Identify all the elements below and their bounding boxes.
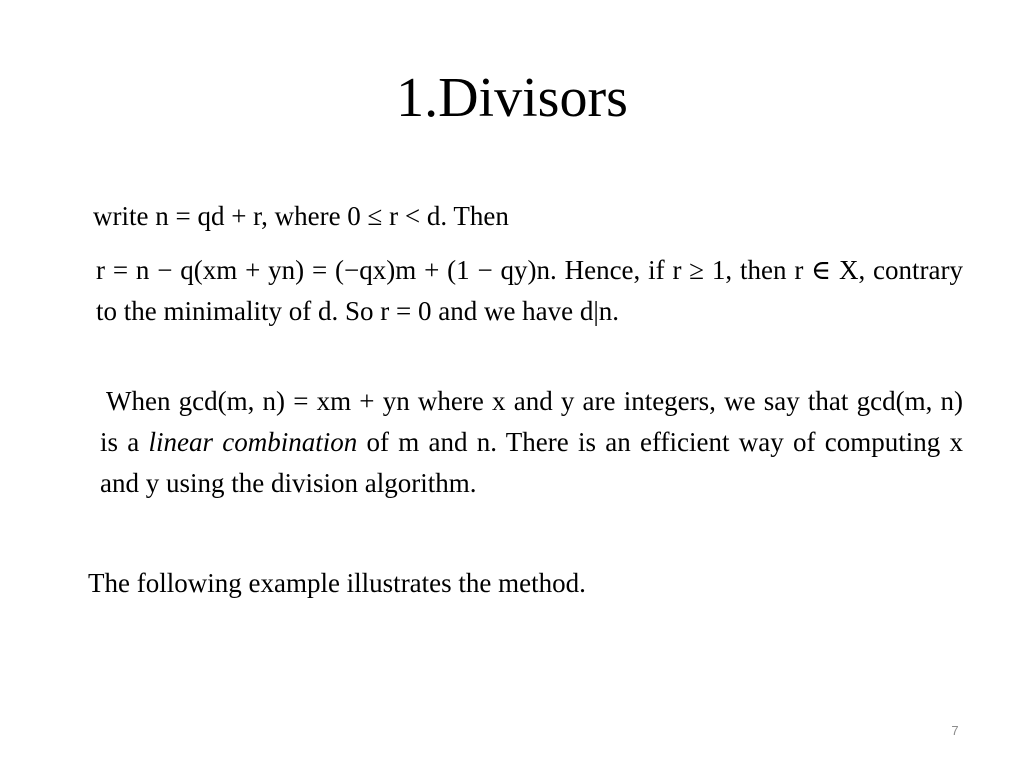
slide-page-number: 7 bbox=[951, 723, 959, 738]
paragraph-linear-combination bbox=[100, 381, 963, 504]
paragraph-example-intro: The following example illustrates the method. bbox=[88, 568, 586, 598]
emphasized-term-linear-combination: linear combination bbox=[148, 427, 358, 457]
paragraph-text-after-emphasis: of m and n. There is an efficient way of computing x and y using the division algorithm. bbox=[100, 427, 963, 498]
paragraph-text-before-emphasis: When gcd(m, n) = xm + yn where x and y are integers, we say that gcd(m, n) is a bbox=[100, 386, 963, 457]
paragraph-remainder-setup: write n = qd + r, where 0 ≤ r < d. Then bbox=[93, 201, 509, 231]
slide-title: 1.Divisors bbox=[396, 67, 628, 129]
paragraph-minimality-argument: r = n − q(xm + yn) = (−qx)m + (1 − qy)n. Hence, if r ≥ 1, then r ∈ X, contrary to the minimality of d. So r = 0 and we have d|n. bbox=[96, 255, 963, 326]
